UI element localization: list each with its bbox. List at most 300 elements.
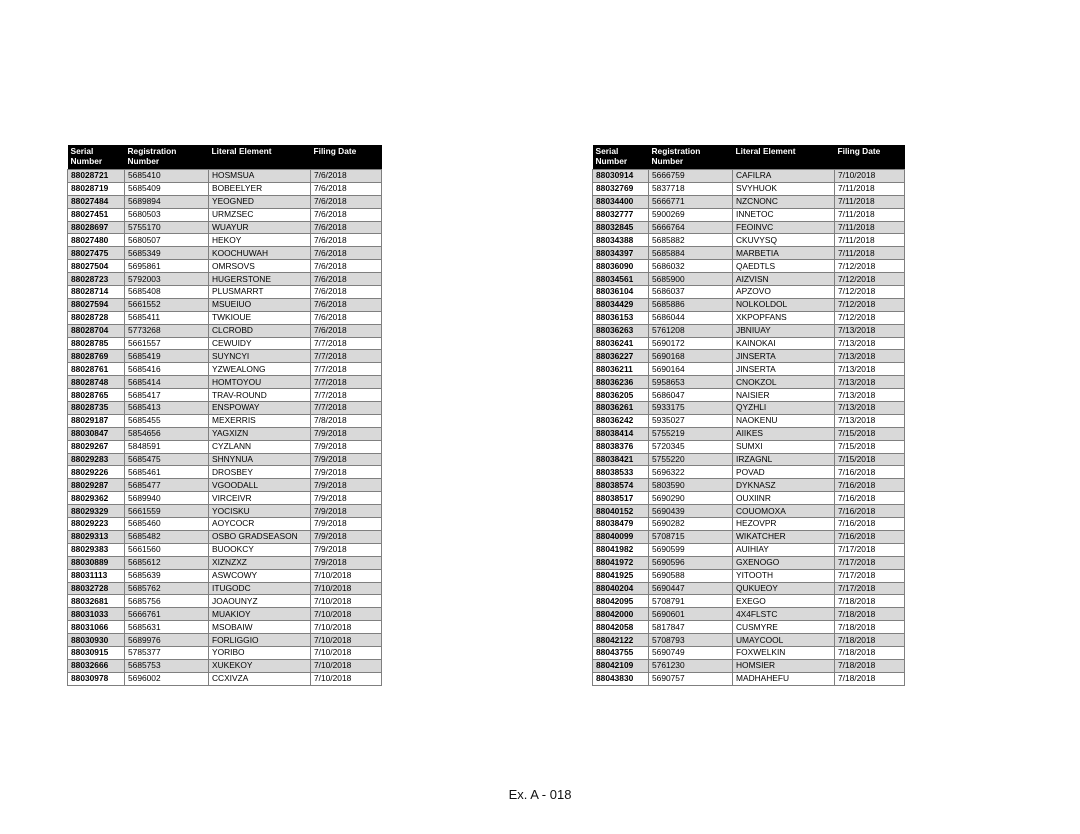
registration-number-cell: 5690439 xyxy=(649,505,733,518)
literal-element-cell: SUMXI xyxy=(733,440,835,453)
header-serial-number: Serial Number xyxy=(593,145,649,170)
filing-date-cell: 7/18/2018 xyxy=(835,646,905,659)
literal-element-cell: AIZVISN xyxy=(733,273,835,286)
registration-number-cell: 5935027 xyxy=(649,414,733,427)
serial-number-cell: 88027594 xyxy=(68,298,125,311)
filing-date-cell: 7/9/2018 xyxy=(311,427,382,440)
header-registration-number: Registration Number xyxy=(649,145,733,170)
serial-number-cell: 88034561 xyxy=(593,273,649,286)
registration-number-cell: 5685482 xyxy=(125,530,209,543)
filing-date-cell: 7/6/2018 xyxy=(311,221,382,234)
table-header-row xyxy=(593,145,905,170)
filing-date-cell: 7/10/2018 xyxy=(835,170,905,183)
registration-number-cell: 5773268 xyxy=(125,324,209,337)
trademark-table-left xyxy=(67,145,382,686)
registration-number-cell: 5933175 xyxy=(649,402,733,415)
serial-number-cell: 88034400 xyxy=(593,195,649,208)
filing-date-cell: 7/6/2018 xyxy=(311,298,382,311)
header-literal-element: Literal Element xyxy=(733,145,835,170)
filing-date-cell: 7/10/2018 xyxy=(311,672,382,685)
table-row xyxy=(593,402,905,415)
literal-element-cell: IRZAGNL xyxy=(733,453,835,466)
filing-date-cell: 7/7/2018 xyxy=(311,376,382,389)
registration-number-cell: 5817847 xyxy=(649,621,733,634)
literal-element-cell: XIZNZXZ xyxy=(209,556,311,569)
table-row xyxy=(68,582,382,595)
literal-element-cell: CEWUIDY xyxy=(209,337,311,350)
filing-date-cell: 7/13/2018 xyxy=(835,337,905,350)
filing-date-cell: 7/15/2018 xyxy=(835,427,905,440)
registration-number-cell: 5848591 xyxy=(125,440,209,453)
literal-element-cell: SUYNCYI xyxy=(209,350,311,363)
filing-date-cell: 7/13/2018 xyxy=(835,350,905,363)
serial-number-cell: 88041925 xyxy=(593,569,649,582)
header-filing-date: Filing Date xyxy=(835,145,905,170)
registration-number-cell: 5666764 xyxy=(649,221,733,234)
filing-date-cell: 7/18/2018 xyxy=(835,634,905,647)
table-row xyxy=(68,646,382,659)
table-row xyxy=(68,453,382,466)
filing-date-cell: 7/17/2018 xyxy=(835,582,905,595)
serial-number-cell: 88032681 xyxy=(68,595,125,608)
registration-number-cell: 5690588 xyxy=(649,569,733,582)
table-row xyxy=(68,414,382,427)
literal-element-cell: JINSERTA xyxy=(733,363,835,376)
registration-number-cell: 5685411 xyxy=(125,311,209,324)
table-row xyxy=(68,350,382,363)
serial-number-cell: 88034429 xyxy=(593,298,649,311)
literal-element-cell: CCXIVZA xyxy=(209,672,311,685)
filing-date-cell: 7/7/2018 xyxy=(311,363,382,376)
registration-number-cell: 5690757 xyxy=(649,672,733,685)
registration-number-cell: 5686047 xyxy=(649,389,733,402)
filing-date-cell: 7/7/2018 xyxy=(311,350,382,363)
table-row xyxy=(593,466,905,479)
literal-element-cell: TWKIOUE xyxy=(209,311,311,324)
serial-number-cell: 88032777 xyxy=(593,208,649,221)
serial-number-cell: 88038517 xyxy=(593,492,649,505)
serial-number-cell: 88036211 xyxy=(593,363,649,376)
table-row xyxy=(593,208,905,221)
serial-number-cell: 88029187 xyxy=(68,414,125,427)
registration-number-cell: 5685419 xyxy=(125,350,209,363)
table-row xyxy=(593,440,905,453)
serial-number-cell: 88029223 xyxy=(68,518,125,531)
registration-number-cell: 5685461 xyxy=(125,466,209,479)
literal-element-cell: VIRCEIVR xyxy=(209,492,311,505)
filing-date-cell: 7/6/2018 xyxy=(311,286,382,299)
registration-number-cell: 5680507 xyxy=(125,234,209,247)
table-row xyxy=(68,427,382,440)
registration-number-cell: 5690282 xyxy=(649,518,733,531)
table-row xyxy=(593,453,905,466)
serial-number-cell: 88038574 xyxy=(593,479,649,492)
registration-number-cell: 5708791 xyxy=(649,595,733,608)
literal-element-cell: JOAOUNYZ xyxy=(209,595,311,608)
table-header-row xyxy=(68,145,382,170)
literal-element-cell: OSBO GRADSEASON xyxy=(209,530,311,543)
filing-date-cell: 7/6/2018 xyxy=(311,170,382,183)
table-row xyxy=(593,646,905,659)
registration-number-cell: 5708715 xyxy=(649,530,733,543)
filing-date-cell: 7/9/2018 xyxy=(311,492,382,505)
registration-number-cell: 5685417 xyxy=(125,389,209,402)
filing-date-cell: 7/11/2018 xyxy=(835,221,905,234)
registration-number-cell: 5685413 xyxy=(125,402,209,415)
table-row xyxy=(593,273,905,286)
serial-number-cell: 88036205 xyxy=(593,389,649,402)
table-row xyxy=(593,556,905,569)
serial-number-cell: 88030914 xyxy=(593,170,649,183)
serial-number-cell: 88028785 xyxy=(68,337,125,350)
filing-date-cell: 7/10/2018 xyxy=(311,659,382,672)
table-row xyxy=(593,337,905,350)
literal-element-cell: ITUGODC xyxy=(209,582,311,595)
registration-number-cell: 5685460 xyxy=(125,518,209,531)
serial-number-cell: 88028723 xyxy=(68,273,125,286)
filing-date-cell: 7/10/2018 xyxy=(311,569,382,582)
literal-element-cell: WIKATCHER xyxy=(733,530,835,543)
table-body xyxy=(68,170,382,686)
filing-date-cell: 7/9/2018 xyxy=(311,518,382,531)
filing-date-cell: 7/7/2018 xyxy=(311,389,382,402)
registration-number-cell: 5661552 xyxy=(125,298,209,311)
table-row xyxy=(68,363,382,376)
table-row xyxy=(68,298,382,311)
registration-number-cell: 5686032 xyxy=(649,260,733,273)
table-row xyxy=(68,402,382,415)
registration-number-cell: 5661557 xyxy=(125,337,209,350)
filing-date-cell: 7/9/2018 xyxy=(311,440,382,453)
literal-element-cell: WUAYUR xyxy=(209,221,311,234)
serial-number-cell: 88028769 xyxy=(68,350,125,363)
table-row xyxy=(68,492,382,505)
serial-number-cell: 88038376 xyxy=(593,440,649,453)
serial-number-cell: 88027475 xyxy=(68,247,125,260)
table-row xyxy=(593,595,905,608)
literal-element-cell: NZCNONC xyxy=(733,195,835,208)
serial-number-cell: 88036104 xyxy=(593,286,649,299)
registration-number-cell: 5689894 xyxy=(125,195,209,208)
serial-number-cell: 88032769 xyxy=(593,182,649,195)
table-row xyxy=(68,466,382,479)
serial-number-cell: 88029329 xyxy=(68,505,125,518)
filing-date-cell: 7/13/2018 xyxy=(835,363,905,376)
registration-number-cell: 5690601 xyxy=(649,608,733,621)
filing-date-cell: 7/9/2018 xyxy=(311,453,382,466)
filing-date-cell: 7/16/2018 xyxy=(835,505,905,518)
serial-number-cell: 88028728 xyxy=(68,311,125,324)
literal-element-cell: UMAYCOOL xyxy=(733,634,835,647)
filing-date-cell: 7/9/2018 xyxy=(311,556,382,569)
table-row xyxy=(593,530,905,543)
literal-element-cell: POVAD xyxy=(733,466,835,479)
registration-number-cell: 5755220 xyxy=(649,453,733,466)
literal-element-cell: NAISIER xyxy=(733,389,835,402)
table-row xyxy=(593,311,905,324)
table-row xyxy=(593,543,905,556)
registration-number-cell: 5685409 xyxy=(125,182,209,195)
filing-date-cell: 7/18/2018 xyxy=(835,595,905,608)
registration-number-cell: 5708793 xyxy=(649,634,733,647)
filing-date-cell: 7/15/2018 xyxy=(835,453,905,466)
serial-number-cell: 88028704 xyxy=(68,324,125,337)
table-row xyxy=(593,286,905,299)
literal-element-cell: GXENOGO xyxy=(733,556,835,569)
serial-number-cell: 88029267 xyxy=(68,440,125,453)
serial-number-cell: 88028719 xyxy=(68,182,125,195)
registration-number-cell: 5690172 xyxy=(649,337,733,350)
registration-number-cell: 5685408 xyxy=(125,286,209,299)
serial-number-cell: 88027451 xyxy=(68,208,125,221)
literal-element-cell: EXEGO xyxy=(733,595,835,608)
table-row xyxy=(593,389,905,402)
registration-number-cell: 5666771 xyxy=(649,195,733,208)
filing-date-cell: 7/10/2018 xyxy=(311,608,382,621)
literal-element-cell: KOOCHUWAH xyxy=(209,247,311,260)
filing-date-cell: 7/9/2018 xyxy=(311,543,382,556)
serial-number-cell: 88032845 xyxy=(593,221,649,234)
serial-number-cell: 88036241 xyxy=(593,337,649,350)
literal-element-cell: CKUVYSQ xyxy=(733,234,835,247)
literal-element-cell: BUOOKCY xyxy=(209,543,311,556)
filing-date-cell: 7/6/2018 xyxy=(311,311,382,324)
literal-element-cell: NAOKENU xyxy=(733,414,835,427)
filing-date-cell: 7/17/2018 xyxy=(835,556,905,569)
serial-number-cell: 88038421 xyxy=(593,453,649,466)
table-row xyxy=(68,221,382,234)
registration-number-cell: 5690749 xyxy=(649,646,733,659)
table-row xyxy=(68,505,382,518)
serial-number-cell: 88027484 xyxy=(68,195,125,208)
filing-date-cell: 7/16/2018 xyxy=(835,466,905,479)
literal-element-cell: FEOINVC xyxy=(733,221,835,234)
table-body xyxy=(593,170,905,686)
table-row xyxy=(68,195,382,208)
filing-date-cell: 7/10/2018 xyxy=(311,646,382,659)
filing-date-cell: 7/6/2018 xyxy=(311,324,382,337)
serial-number-cell: 88027504 xyxy=(68,260,125,273)
serial-number-cell: 88028761 xyxy=(68,363,125,376)
table-row xyxy=(68,479,382,492)
filing-date-cell: 7/6/2018 xyxy=(311,247,382,260)
registration-number-cell: 5685414 xyxy=(125,376,209,389)
literal-element-cell: AUIHIAY xyxy=(733,543,835,556)
filing-date-cell: 7/7/2018 xyxy=(311,402,382,415)
table-row xyxy=(68,672,382,685)
table-row xyxy=(68,621,382,634)
registration-number-cell: 5685455 xyxy=(125,414,209,427)
registration-number-cell: 5661560 xyxy=(125,543,209,556)
registration-number-cell: 5696322 xyxy=(649,466,733,479)
serial-number-cell: 88036090 xyxy=(593,260,649,273)
serial-number-cell: 88040152 xyxy=(593,505,649,518)
registration-number-cell: 5695861 xyxy=(125,260,209,273)
filing-date-cell: 7/13/2018 xyxy=(835,402,905,415)
literal-element-cell: BOBEELYER xyxy=(209,182,311,195)
filing-date-cell: 7/12/2018 xyxy=(835,260,905,273)
literal-element-cell: HOMSIER xyxy=(733,659,835,672)
literal-element-cell: SVYHUOK xyxy=(733,182,835,195)
filing-date-cell: 7/17/2018 xyxy=(835,569,905,582)
serial-number-cell: 88032666 xyxy=(68,659,125,672)
serial-number-cell: 88038479 xyxy=(593,518,649,531)
serial-number-cell: 88041972 xyxy=(593,556,649,569)
registration-number-cell: 5854656 xyxy=(125,427,209,440)
registration-number-cell: 5686044 xyxy=(649,311,733,324)
serial-number-cell: 88030930 xyxy=(68,634,125,647)
filing-date-cell: 7/7/2018 xyxy=(311,337,382,350)
registration-number-cell: 5685410 xyxy=(125,170,209,183)
registration-number-cell: 5690290 xyxy=(649,492,733,505)
table-row xyxy=(68,634,382,647)
table-row xyxy=(68,389,382,402)
filing-date-cell: 7/6/2018 xyxy=(311,273,382,286)
table-row xyxy=(68,260,382,273)
table-row xyxy=(68,182,382,195)
literal-element-cell: URMZSEC xyxy=(209,208,311,221)
literal-element-cell: PLUSMARRT xyxy=(209,286,311,299)
registration-number-cell: 5661559 xyxy=(125,505,209,518)
table-row xyxy=(68,659,382,672)
serial-number-cell: 88034397 xyxy=(593,247,649,260)
serial-number-cell: 88043755 xyxy=(593,646,649,659)
literal-element-cell: ASWCOWY xyxy=(209,569,311,582)
registration-number-cell: 5690168 xyxy=(649,350,733,363)
filing-date-cell: 7/9/2018 xyxy=(311,530,382,543)
registration-number-cell: 5690164 xyxy=(649,363,733,376)
table-row xyxy=(593,427,905,440)
filing-date-cell: 7/11/2018 xyxy=(835,195,905,208)
filing-date-cell: 7/17/2018 xyxy=(835,543,905,556)
serial-number-cell: 88036263 xyxy=(593,324,649,337)
registration-number-cell: 5685631 xyxy=(125,621,209,634)
table-row xyxy=(593,298,905,311)
registration-number-cell: 5720345 xyxy=(649,440,733,453)
header-registration-number: Registration Number xyxy=(125,145,209,170)
table-row xyxy=(68,530,382,543)
filing-date-cell: 7/13/2018 xyxy=(835,324,905,337)
table-row xyxy=(593,479,905,492)
registration-number-cell: 5755170 xyxy=(125,221,209,234)
filing-date-cell: 7/16/2018 xyxy=(835,530,905,543)
table-row xyxy=(593,170,905,183)
filing-date-cell: 7/12/2018 xyxy=(835,311,905,324)
literal-element-cell: CNOKZOL xyxy=(733,376,835,389)
table-row xyxy=(593,182,905,195)
literal-element-cell: YAGXIZN xyxy=(209,427,311,440)
registration-number-cell: 5686037 xyxy=(649,286,733,299)
serial-number-cell: 88043830 xyxy=(593,672,649,685)
table-row xyxy=(593,234,905,247)
serial-number-cell: 88036227 xyxy=(593,350,649,363)
header-literal-element: Literal Element xyxy=(209,145,311,170)
literal-element-cell: ENSPOWAY xyxy=(209,402,311,415)
serial-number-cell: 88041982 xyxy=(593,543,649,556)
table-row xyxy=(68,569,382,582)
filing-date-cell: 7/16/2018 xyxy=(835,479,905,492)
literal-element-cell: CUSMYRE xyxy=(733,621,835,634)
filing-date-cell: 7/13/2018 xyxy=(835,414,905,427)
table-row xyxy=(593,672,905,685)
filing-date-cell: 7/12/2018 xyxy=(835,286,905,299)
literal-element-cell: FOXWELKIN xyxy=(733,646,835,659)
literal-element-cell: MSOBAIW xyxy=(209,621,311,634)
serial-number-cell: 88036236 xyxy=(593,376,649,389)
registration-number-cell: 5685882 xyxy=(649,234,733,247)
literal-element-cell: APZOVO xyxy=(733,286,835,299)
table-row xyxy=(68,273,382,286)
literal-element-cell: AIIKES xyxy=(733,427,835,440)
literal-element-cell: DYKNASZ xyxy=(733,479,835,492)
filing-date-cell: 7/16/2018 xyxy=(835,492,905,505)
registration-number-cell: 5689940 xyxy=(125,492,209,505)
literal-element-cell: HEKOY xyxy=(209,234,311,247)
serial-number-cell: 88030889 xyxy=(68,556,125,569)
filing-date-cell: 7/16/2018 xyxy=(835,518,905,531)
serial-number-cell: 88029287 xyxy=(68,479,125,492)
table-row xyxy=(68,376,382,389)
table-row xyxy=(68,595,382,608)
table-row xyxy=(68,518,382,531)
serial-number-cell: 88028721 xyxy=(68,170,125,183)
registration-number-cell: 5685884 xyxy=(649,247,733,260)
serial-number-cell: 88032728 xyxy=(68,582,125,595)
registration-number-cell: 5690596 xyxy=(649,556,733,569)
registration-number-cell: 5685762 xyxy=(125,582,209,595)
table-row xyxy=(593,659,905,672)
literal-element-cell: HUGERSTONE xyxy=(209,273,311,286)
registration-number-cell: 5685475 xyxy=(125,453,209,466)
filing-date-cell: 7/18/2018 xyxy=(835,608,905,621)
serial-number-cell: 88042095 xyxy=(593,595,649,608)
filing-date-cell: 7/13/2018 xyxy=(835,389,905,402)
registration-number-cell: 5685612 xyxy=(125,556,209,569)
registration-number-cell: 5690447 xyxy=(649,582,733,595)
filing-date-cell: 7/6/2018 xyxy=(311,208,382,221)
table-row xyxy=(68,543,382,556)
table-row xyxy=(68,608,382,621)
filing-date-cell: 7/9/2018 xyxy=(311,505,382,518)
filing-date-cell: 7/10/2018 xyxy=(311,621,382,634)
literal-element-cell: FORLIGGIO xyxy=(209,634,311,647)
table-row xyxy=(593,195,905,208)
registration-number-cell: 5680503 xyxy=(125,208,209,221)
table-row xyxy=(68,324,382,337)
registration-number-cell: 5761208 xyxy=(649,324,733,337)
registration-number-cell: 5689976 xyxy=(125,634,209,647)
literal-element-cell: XUKEKOY xyxy=(209,659,311,672)
serial-number-cell: 88031066 xyxy=(68,621,125,634)
trademark-table-right xyxy=(592,145,905,686)
table-row xyxy=(68,556,382,569)
registration-number-cell: 5685349 xyxy=(125,247,209,260)
literal-element-cell: VGOODALL xyxy=(209,479,311,492)
literal-element-cell: CLCROBD xyxy=(209,324,311,337)
registration-number-cell: 5900269 xyxy=(649,208,733,221)
serial-number-cell: 88034388 xyxy=(593,234,649,247)
literal-element-cell: MUAKIOY xyxy=(209,608,311,621)
serial-number-cell: 88042000 xyxy=(593,608,649,621)
table-row xyxy=(68,337,382,350)
filing-date-cell: 7/6/2018 xyxy=(311,195,382,208)
table-row xyxy=(593,260,905,273)
table-row xyxy=(68,170,382,183)
registration-number-cell: 5755219 xyxy=(649,427,733,440)
filing-date-cell: 7/9/2018 xyxy=(311,479,382,492)
serial-number-cell: 88028714 xyxy=(68,286,125,299)
literal-element-cell: QAEDTLS xyxy=(733,260,835,273)
